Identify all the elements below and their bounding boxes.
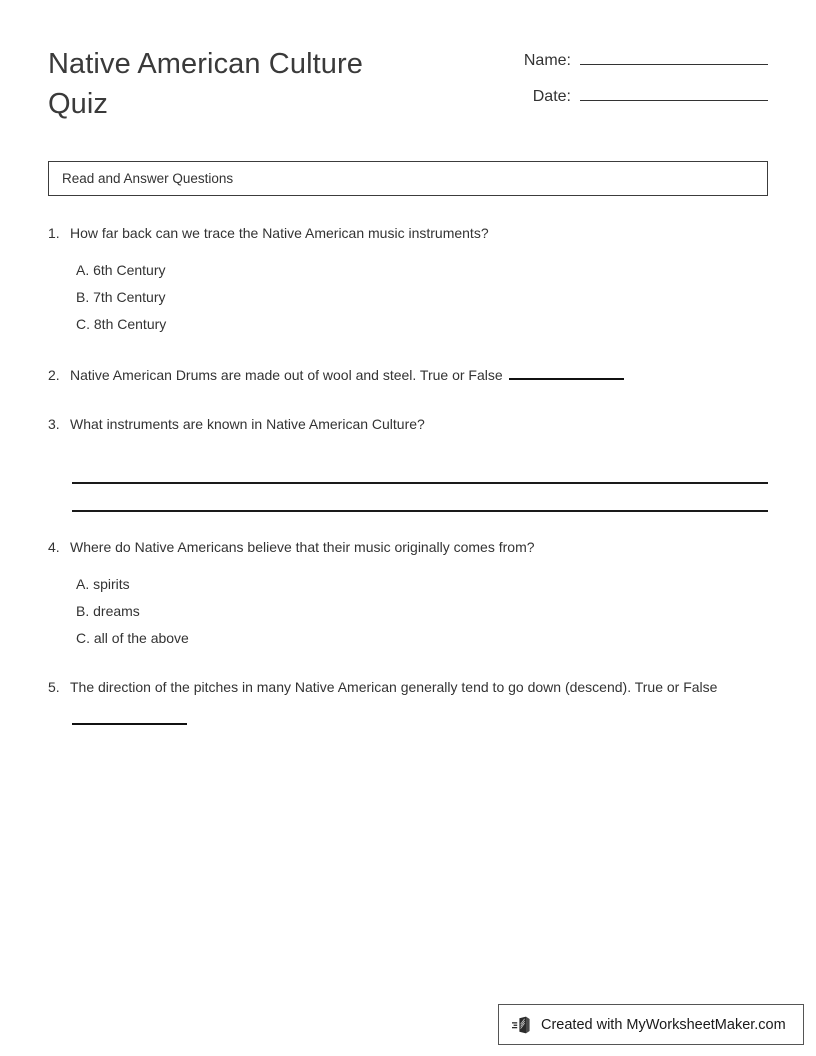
footer-badge[interactable]	[498, 1004, 804, 1045]
worksheet-header	[48, 44, 768, 124]
question-4-text: Where do Native Americans believe that their music originally comes from?	[70, 539, 535, 555]
question-2-text	[70, 366, 768, 385]
question-1-options	[76, 261, 768, 334]
questions-list	[48, 224, 768, 725]
question-3	[48, 415, 768, 512]
question-4-option-a[interactable]: A. spirits	[76, 576, 130, 592]
question-5-answer-wrap	[72, 717, 768, 725]
question-4-option-b[interactable]: B. dreams	[76, 603, 140, 619]
question-2-number: 2.	[48, 367, 60, 383]
question-5	[48, 678, 768, 725]
question-3-text: What instruments are known in Native American Culture?	[70, 416, 425, 432]
name-label: Name:	[523, 52, 571, 69]
name-input-line[interactable]	[580, 50, 768, 65]
question-4-number: 4.	[48, 539, 60, 555]
footer-text: Created with MyWorksheetMaker.com	[541, 1016, 786, 1033]
spacer	[48, 385, 768, 415]
question-3-answer-line-1[interactable]	[72, 456, 768, 484]
date-label: Date:	[532, 88, 571, 105]
question-1-line	[48, 224, 768, 243]
question-3-line	[48, 415, 768, 434]
question-3-answer-line-2[interactable]	[72, 484, 768, 512]
instruction-box	[48, 161, 768, 196]
question-1	[48, 224, 768, 334]
question-2	[48, 366, 768, 385]
question-1-option-b[interactable]: B. 7th Century	[76, 289, 166, 305]
question-3-number: 3.	[48, 416, 60, 432]
question-3-answer-lines	[72, 456, 768, 512]
question-5-answer-blank[interactable]	[72, 717, 187, 725]
question-4-options	[76, 575, 768, 648]
question-5-line	[48, 678, 768, 697]
name-field-row	[500, 50, 768, 70]
worksheet-maker-logo-icon	[511, 1014, 533, 1036]
student-info-block	[500, 44, 768, 122]
spacer	[48, 648, 768, 678]
question-2-prompt: Native American Drums are made out of wool and steel. True or False	[70, 367, 503, 383]
instruction-text: Read and Answer Questions	[62, 171, 234, 186]
question-1-option-c[interactable]: C. 8th Century	[76, 316, 167, 332]
spacer	[48, 512, 768, 538]
question-1-text: How far back can we trace the Native American music instruments?	[70, 225, 489, 241]
spacer	[48, 334, 768, 366]
page-title: Native American Culture Quiz	[48, 48, 363, 120]
question-2-line	[48, 366, 768, 385]
question-1-option-a[interactable]: A. 6th Century	[76, 262, 166, 278]
date-input-line[interactable]	[580, 86, 768, 101]
date-field-row	[500, 86, 768, 106]
question-5-number: 5.	[48, 679, 60, 695]
question-2-answer-blank[interactable]	[509, 367, 624, 380]
question-4-option-c[interactable]: C. all of the above	[76, 630, 189, 646]
question-4-line	[48, 538, 768, 557]
question-1-number: 1.	[48, 225, 60, 241]
question-4	[48, 538, 768, 648]
question-5-text: The direction of the pitches in many Native American generally tend to go down (descend). True or False	[70, 679, 718, 695]
